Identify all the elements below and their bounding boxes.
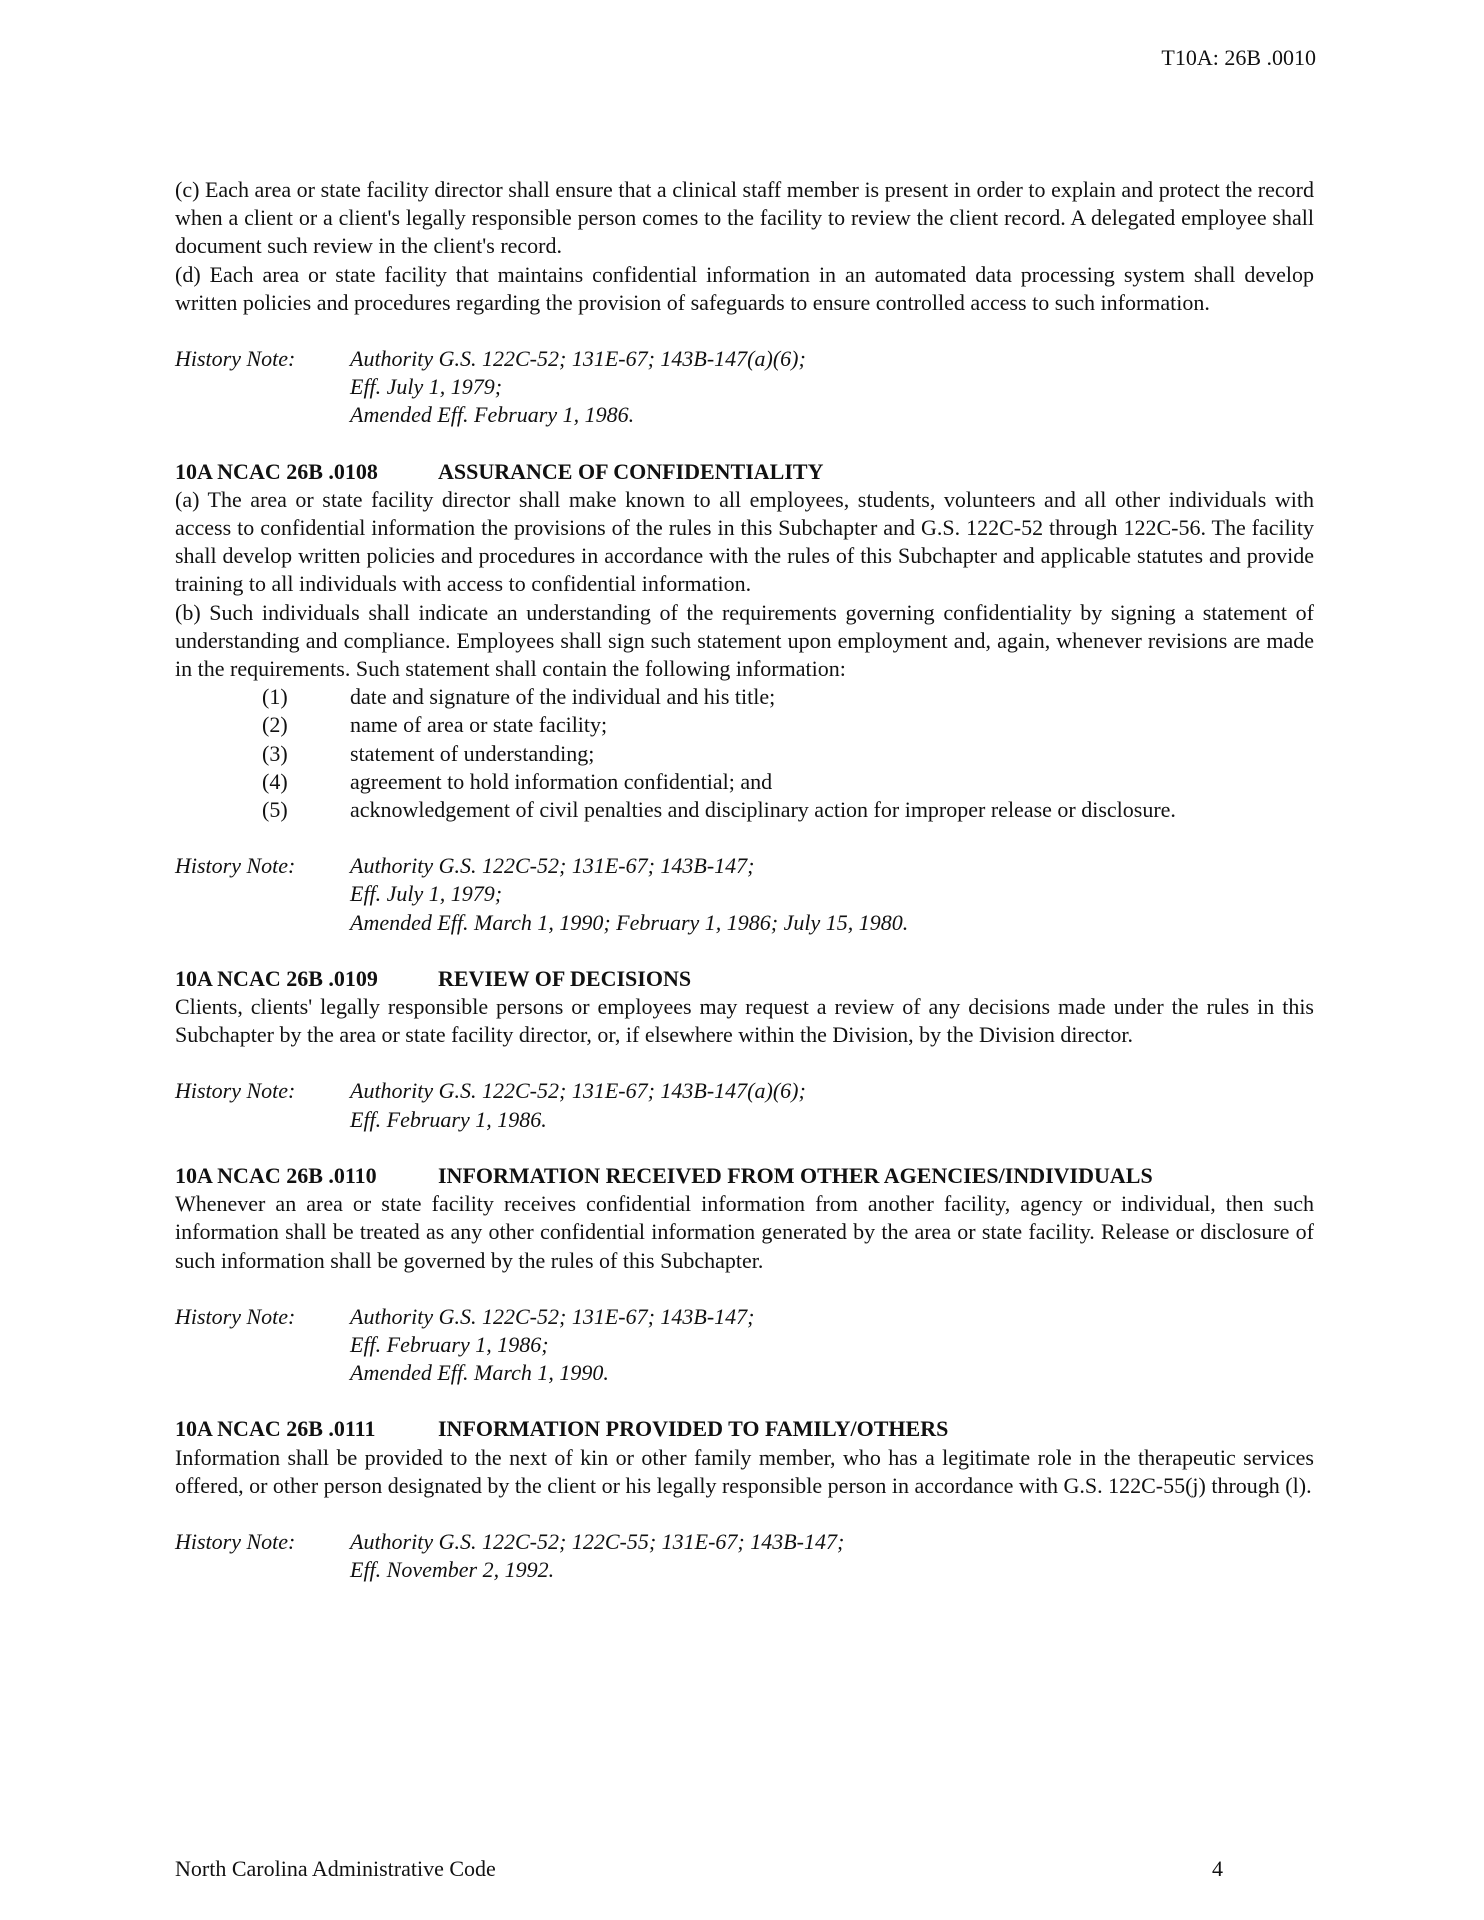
history-line: Amended Eff. March 1, 1990. xyxy=(350,1360,609,1386)
history-note-label: History Note: xyxy=(175,1528,296,1554)
history-line: Authority G.S. 122C-52; 122C-55; 131E-67; 143B-147; xyxy=(350,1528,845,1554)
rule-title: REVIEW OF DECISIONS xyxy=(438,965,692,991)
paragraph-0108-b: (b) Such individuals shall indicate an understanding of the requirements governing confidentiality by signing a statement of understanding and compliance. Employees shall sign such statement upon employment and, again, whenever revisions are made in the requirements. Such statement shall contain the following information: xyxy=(175,599,1314,682)
list-item xyxy=(175,683,1314,711)
history-note-label: History Note: xyxy=(175,346,296,372)
history-line: Eff. July 1, 1979; xyxy=(350,881,503,907)
history-note-label: History Note: xyxy=(175,1078,296,1104)
history-line: Eff. February 1, 1986; xyxy=(350,1331,549,1357)
list-item-number: (4) xyxy=(262,768,288,794)
footer-publication: North Carolina Administrative Code xyxy=(175,1856,496,1881)
history-line: Amended Eff. February 1, 1986. xyxy=(350,402,635,428)
list-item-text: statement of understanding; xyxy=(350,740,595,766)
rule-heading-0111 xyxy=(175,1415,1314,1443)
rule-number: 10A NCAC 26B .0111 xyxy=(175,1416,376,1442)
rule-number: 10A NCAC 26B .0109 xyxy=(175,965,378,991)
list-item xyxy=(175,768,1314,796)
history-line: Eff. February 1, 1986. xyxy=(350,1106,547,1132)
history-line: Eff. July 1, 1979; xyxy=(350,374,503,400)
list-item-number: (5) xyxy=(262,797,288,823)
history-line: Amended Eff. March 1, 1990; February 1, 1986; July 15, 1980. xyxy=(350,909,909,935)
list-item-text: date and signature of the individual and his title; xyxy=(350,684,776,710)
statement-items-list xyxy=(175,683,1314,824)
list-item-text: acknowledgement of civil penalties and disciplinary action for improper release or disclosure. xyxy=(350,797,1176,823)
paragraph-0107-d: (d) Each area or state facility that maintains confidential information in an automated data processing system shall develop written policies and procedures regarding the provision of safeguards to ensure controlled access to such information. xyxy=(175,261,1314,315)
paragraph-0111: Information shall be provided to the next of kin or other family member, who has a legitimate role in the therapeutic services offered, or other person designated by the client or his legally responsible person in accordance with G.S. 122C-55(j) through (l). xyxy=(175,1444,1314,1498)
list-item-number: (1) xyxy=(262,684,288,710)
history-note-0109 xyxy=(175,1077,1314,1133)
history-note-label: History Note: xyxy=(175,1303,296,1329)
list-item-number: (2) xyxy=(262,712,288,738)
rule-title: INFORMATION RECEIVED FROM OTHER AGENCIES/INDIVIDUALS xyxy=(438,1162,1153,1188)
rule-number: 10A NCAC 26B .0108 xyxy=(175,458,378,484)
rule-heading-0110 xyxy=(175,1162,1314,1190)
history-line: Eff. November 2, 1992. xyxy=(350,1557,555,1583)
history-line: Authority G.S. 122C-52; 131E-67; 143B-147; xyxy=(350,1303,755,1329)
document-body xyxy=(175,176,1314,1584)
history-line: Authority G.S. 122C-52; 131E-67; 143B-147(a)(6); xyxy=(350,1078,806,1104)
history-note-0111 xyxy=(175,1528,1314,1584)
rule-heading-0109 xyxy=(175,965,1314,993)
paragraph-0107-c: (c) Each area or state facility director shall ensure that a clinical staff member is present in order to explain and protect the record when a client or a client's legally responsible person comes to the facility to review the client record. A delegated employee shall document such review in the client's record. xyxy=(175,177,1314,259)
rule-title: INFORMATION PROVIDED TO FAMILY/OTHERS xyxy=(438,1416,949,1442)
history-line: Authority G.S. 122C-52; 131E-67; 143B-147; xyxy=(350,853,755,879)
page-header-code: T10A: 26B .0010 xyxy=(1161,45,1316,70)
list-item-text: agreement to hold information confidential; and xyxy=(350,768,773,794)
paragraph-0108-a: (a) The area or state facility director shall make known to all employees, students, volunteers and all other individuals with access to confidential information the provisions of the rules in this Subchapter and G.S. 122C-52 through 122C-56. The facility shall develop written policies and procedures in accordance with the rules of this Subchapter and applicable statutes and provide training to all individuals with access to confidential information. xyxy=(175,486,1314,597)
history-note-label: History Note: xyxy=(175,853,296,879)
list-item-text: name of area or state facility; xyxy=(350,712,608,738)
list-item xyxy=(175,740,1314,768)
rule-number: 10A NCAC 26B .0110 xyxy=(175,1162,377,1188)
history-note-0107 xyxy=(175,345,1314,430)
rule-title: ASSURANCE OF CONFIDENTIALITY xyxy=(438,458,824,484)
list-item xyxy=(175,796,1314,824)
paragraph-0110: Whenever an area or state facility receives confidential information from another facility, agency or individual, then such information shall be treated as any other confidential information generated by the area or state facility. Release or disclosure of such information shall be governed by the rules of this Subchapter. xyxy=(175,1191,1314,1273)
history-line: Authority G.S. 122C-52; 131E-67; 143B-147(a)(6); xyxy=(350,346,806,372)
history-note-0108 xyxy=(175,852,1314,937)
history-note-0110 xyxy=(175,1303,1314,1388)
paragraph-0109: Clients, clients' legally responsible persons or employees may request a review of any decisions made under the rules in this Subchapter by the area or state facility director, or, if elsewhere within the Division, by the Division director. xyxy=(175,994,1314,1048)
footer-page-number: 4 xyxy=(1212,1856,1223,1881)
list-item-number: (3) xyxy=(262,740,288,766)
rule-heading-0108 xyxy=(175,458,1314,486)
list-item xyxy=(175,711,1314,739)
